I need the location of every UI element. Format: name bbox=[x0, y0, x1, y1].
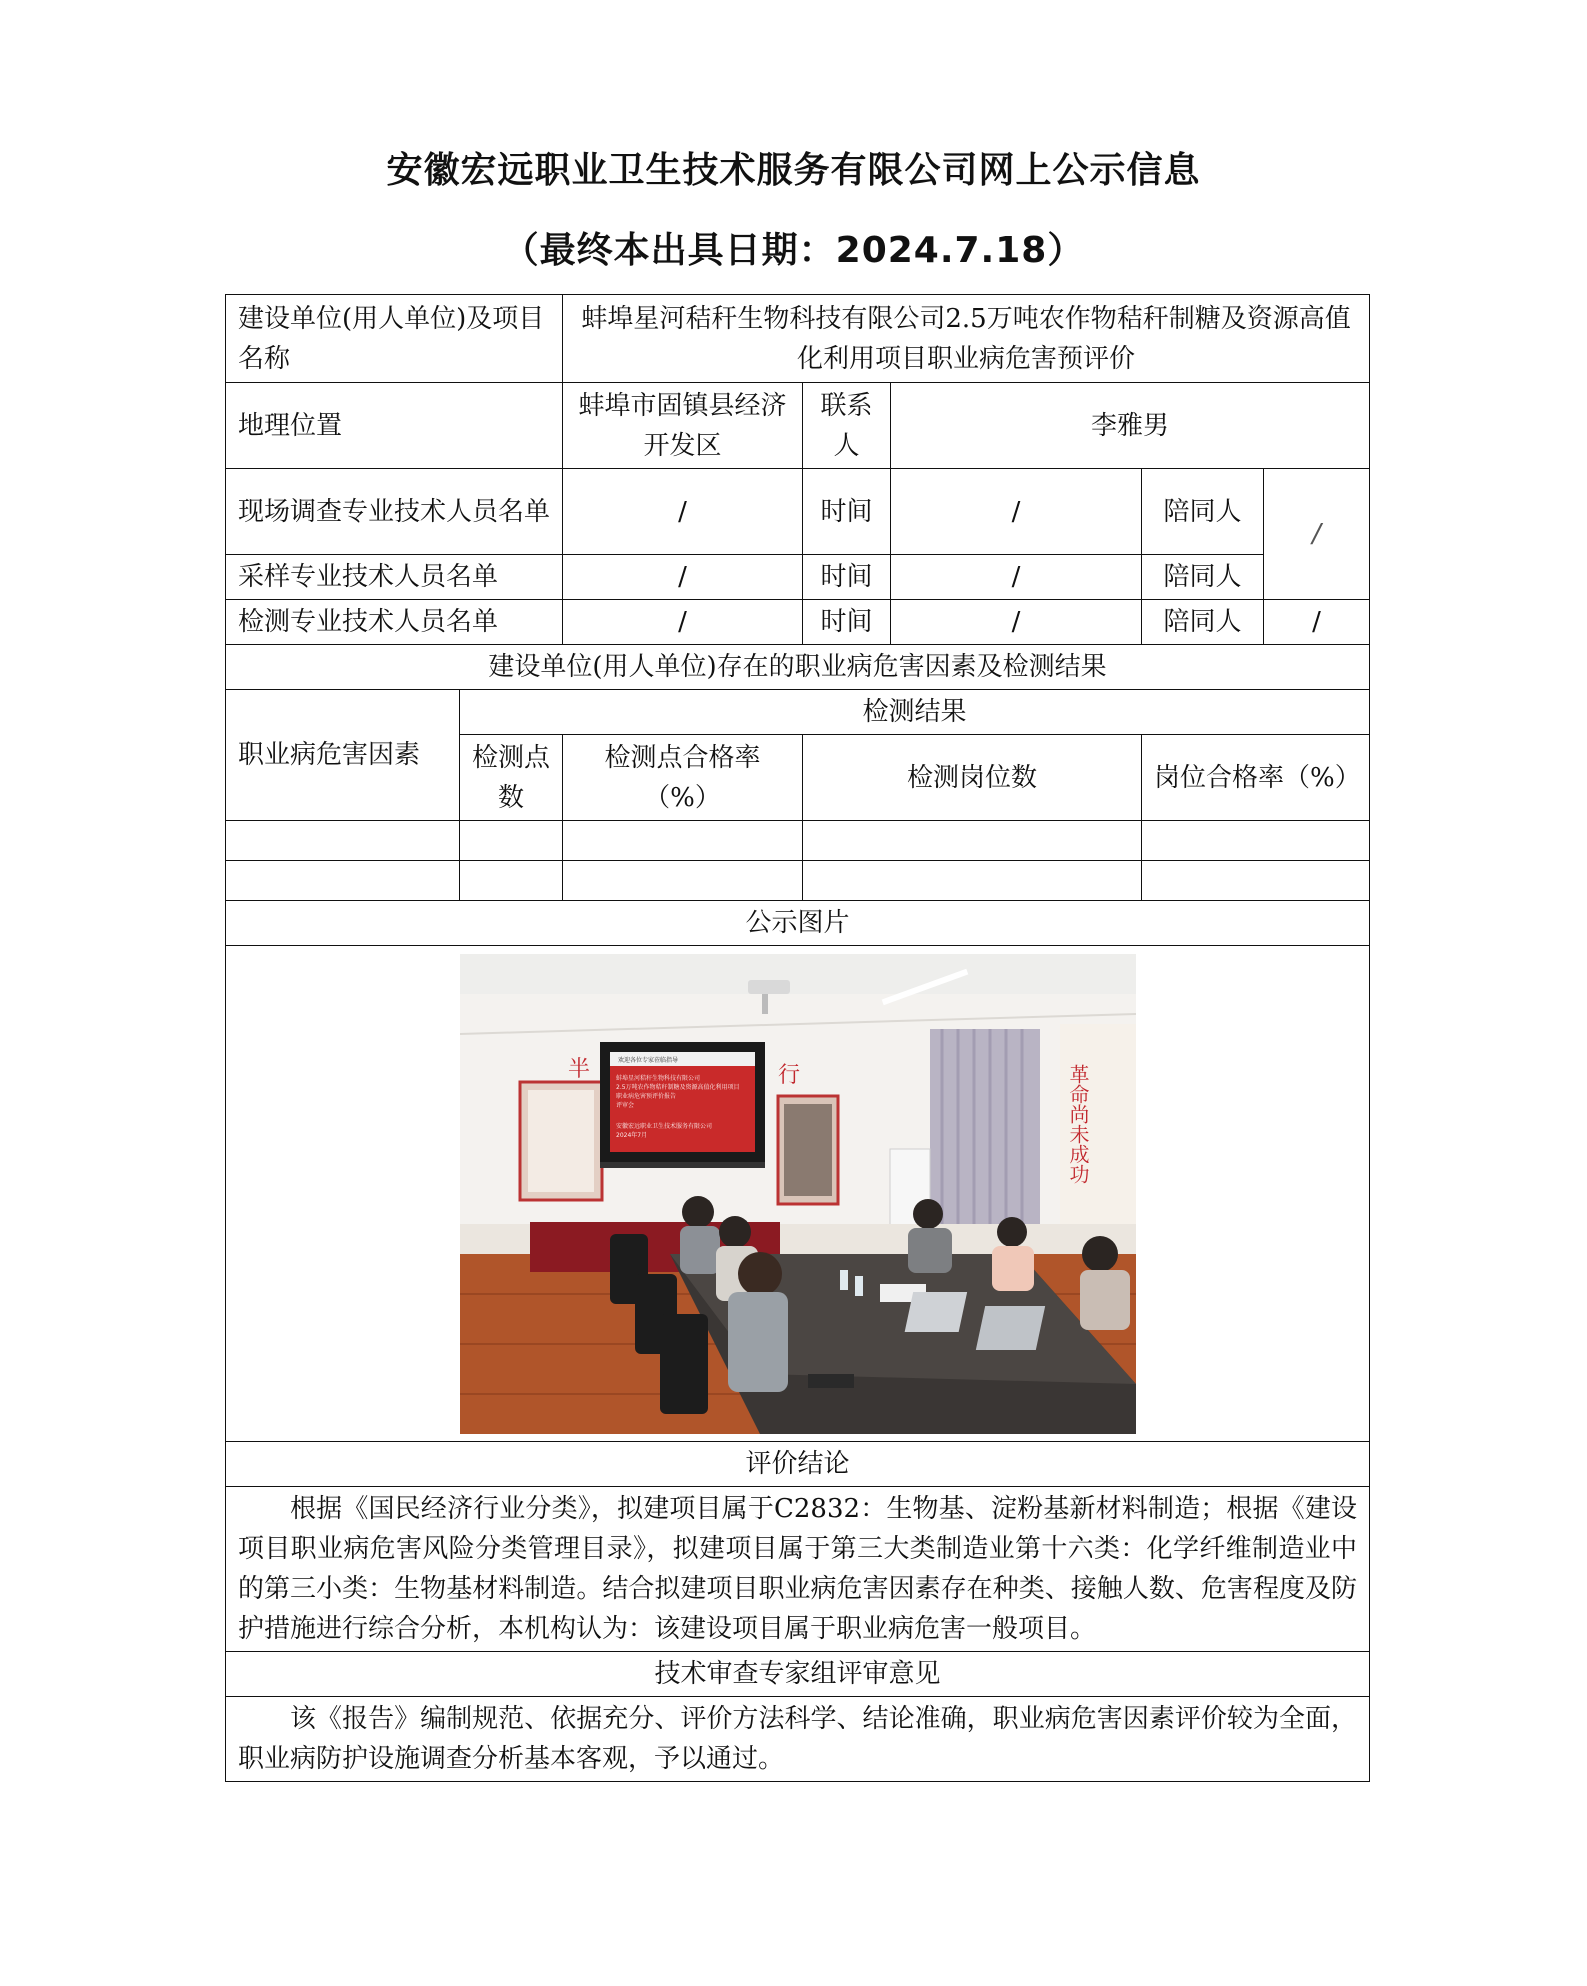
table-cell bbox=[1142, 821, 1370, 861]
survey-companion: / bbox=[1264, 469, 1370, 600]
col-posts-rate: 岗位合格率（%） bbox=[1142, 735, 1370, 821]
slide-line: 职业病危害预评价报告 bbox=[615, 1092, 676, 1100]
col-points: 检测点数 bbox=[460, 735, 563, 821]
project-label: 建设单位(用人单位)及项目名称 bbox=[226, 295, 563, 383]
table-cell bbox=[1142, 861, 1370, 901]
photo-section-title: 公示图片 bbox=[226, 901, 1370, 946]
slide-line: 欢迎各位专家莅临指导 bbox=[617, 1056, 678, 1064]
project-value: 蚌埠星河秸秆生物科技有限公司2.5万吨农作物秸秆制糖及资源高值化利用项目职业病危害预评价 bbox=[563, 295, 1370, 383]
slide-line: 2.5万吨农作物秸秆制糖及资源高值化利用项目 bbox=[615, 1083, 740, 1091]
conclusion-text: 根据《国民经济行业分类》，拟建项目属于C2832：生物基、淀粉基新材料制造；根据《建设项目职业病危害风险分类管理目录》，拟建项目属于第三大类制造业第十六类：化学纤维制造业中的第三小类：生物基材料制造。结合拟建项目职业病危害因素存在种类、接触人数、危害程度及防护措施进行综合分析，本机构认为：该建设项目属于职业病危害一般项目。 bbox=[238, 1494, 1358, 1644]
hazard-factor-label: 职业病危害因素 bbox=[226, 690, 460, 821]
wall-banner-left: 半 bbox=[567, 1056, 590, 1082]
sampling-time: / bbox=[891, 555, 1142, 600]
testing-time: / bbox=[891, 600, 1142, 645]
slide-line: 安徽宏远职业卫生技术服务有限公司 bbox=[615, 1122, 712, 1130]
review-title: 技术审查专家组评审意见 bbox=[226, 1652, 1370, 1697]
survey-names: / bbox=[563, 469, 803, 555]
survey-label: 现场调查专业技术人员名单 bbox=[226, 469, 563, 555]
survey-time: / bbox=[891, 469, 1142, 555]
testing-label: 检测专业技术人员名单 bbox=[226, 600, 563, 645]
contact-value: 李雅男 bbox=[891, 383, 1370, 469]
hazards-section-title: 建设单位(用人单位)存在的职业病危害因素及检测结果 bbox=[226, 645, 1370, 690]
table-row bbox=[226, 861, 1370, 901]
survey-time-label: 时间 bbox=[803, 469, 891, 555]
sampling-companion-label: 陪同人 bbox=[1142, 555, 1264, 600]
testing-time-label: 时间 bbox=[803, 600, 891, 645]
testing-names: / bbox=[563, 600, 803, 645]
sampling-label: 采样专业技术人员名单 bbox=[226, 555, 563, 600]
wall-banner-mid: 行 bbox=[777, 1062, 800, 1088]
document-title: 安徽宏远职业卫生技术服务有限公司网上公示信息 bbox=[386, 150, 1201, 191]
review-text: 该《报告》编制规范、依据充分、评价方法科学、结论准确，职业病危害因素评价较为全面，职业病防护设施调查分析基本客观，予以通过。 bbox=[238, 1704, 1358, 1774]
contact-label: 联系人 bbox=[803, 383, 891, 469]
col-posts: 检测岗位数 bbox=[803, 735, 1142, 821]
disclosure-table bbox=[225, 294, 1370, 1782]
testing-companion: / bbox=[1264, 600, 1370, 645]
meeting-photo bbox=[460, 954, 1136, 1434]
sampling-time-label: 时间 bbox=[803, 555, 891, 600]
slide-line: 蚌埠星河秸秆生物科技有限公司 bbox=[615, 1074, 700, 1082]
survey-companion-label: 陪同人 bbox=[1142, 469, 1264, 555]
col-points-rate: 检测点合格率（%） bbox=[563, 735, 803, 821]
location-value: 蚌埠市固镇县经济开发区 bbox=[563, 383, 803, 469]
slide-line: 2024年7月 bbox=[615, 1131, 647, 1139]
location-label: 地理位置 bbox=[226, 383, 563, 469]
table-cell bbox=[460, 821, 563, 861]
document-subtitle: （最终本出具日期：2024.7.18） bbox=[502, 230, 1085, 271]
table-cell bbox=[563, 861, 803, 901]
results-label: 检测结果 bbox=[460, 690, 1370, 735]
slide-line: 评审会 bbox=[615, 1101, 634, 1109]
table-cell bbox=[563, 821, 803, 861]
table-cell bbox=[460, 861, 563, 901]
table-cell bbox=[803, 821, 1142, 861]
table-row bbox=[226, 821, 1370, 861]
table-cell bbox=[226, 821, 460, 861]
wall-slogan: 革命尚未成功 bbox=[1065, 1063, 1090, 1184]
testing-companion-label: 陪同人 bbox=[1142, 600, 1264, 645]
sampling-names: / bbox=[563, 555, 803, 600]
table-cell bbox=[226, 861, 460, 901]
table-cell bbox=[803, 861, 1142, 901]
conclusion-title: 评价结论 bbox=[226, 1442, 1370, 1487]
